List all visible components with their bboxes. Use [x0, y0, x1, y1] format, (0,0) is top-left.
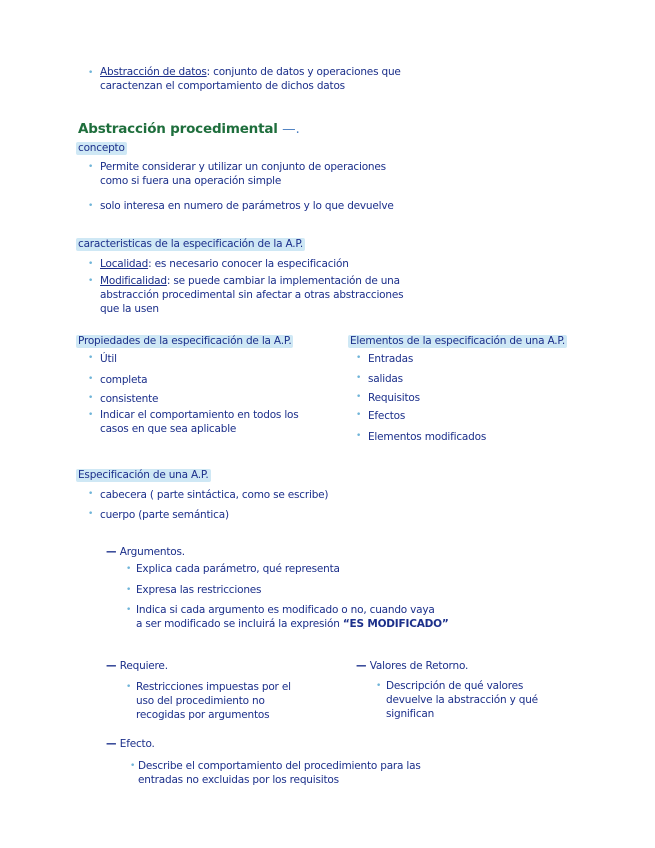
bullet-icon: •: [88, 353, 94, 363]
bullet-icon: •: [88, 68, 94, 78]
bullet-icon: •: [88, 489, 94, 499]
section-title-suffix: —.: [282, 121, 300, 137]
caracteristicas-bullet-1: [100, 258, 349, 271]
localidad-text: : es necesario conocer la especificación: [148, 258, 349, 270]
elemento-item: salidas: [368, 373, 403, 385]
propiedades-heading: Propiedades de la especificación de la A.P.: [78, 335, 292, 347]
especificacion-heading: Especificación de una A.P.: [78, 469, 209, 481]
requiere-line-3: recogidas por argumentos: [136, 709, 270, 721]
concepto-bullet-1-line-1: Permite considerar y utilizar un conjunto de operaciones: [100, 161, 386, 173]
bullet-icon: •: [356, 410, 362, 420]
bullet-icon: •: [126, 682, 132, 692]
bullet-icon: •: [126, 605, 132, 615]
bullet-icon: •: [88, 276, 94, 286]
caracteristicas-bullet-2-line-2: abstracción procedimental sin afectar a otras abstracciones: [100, 289, 404, 301]
modificalidad-text: : se puede cambiar la implementación de una: [166, 275, 400, 287]
elemento-item: Elementos modificados: [368, 431, 487, 443]
bullet-icon: •: [356, 431, 362, 441]
bullet-icon: •: [88, 410, 94, 420]
bullet-icon: •: [376, 681, 382, 691]
concepto-heading: concepto: [78, 142, 125, 154]
intro-line-2: caractenzan el comportamiento de dichos datos: [100, 80, 345, 92]
bullet-icon: •: [88, 259, 94, 269]
bullet-icon: •: [356, 353, 362, 363]
modificalidad-term: Modificalidad: [100, 275, 167, 287]
concepto-bullet-1-line-2: como si fuera una operación simple: [100, 175, 282, 187]
especificacion-bullet-2: cuerpo (parte semántica): [100, 509, 229, 521]
argumentos-bullet-1: Explica cada parámetro, qué representa: [136, 563, 340, 575]
efecto-line-1: Describe el comportamiento del procedimiento para las: [138, 760, 421, 772]
intro-text: : conjunto de datos y operaciones que: [206, 66, 401, 78]
valores-label: — Valores de Retorno.: [356, 660, 469, 672]
caracteristicas-bullet-2: [100, 275, 400, 288]
efecto-label: — Efecto.: [106, 738, 155, 750]
argumentos-bullet-3-line-1: Indica si cada argumento es modificado o no, cuando vaya: [136, 604, 435, 616]
elementos-heading: Elementos de la especificación de una A.P.: [350, 335, 566, 347]
propiedad-item: completa: [100, 374, 148, 386]
bullet-icon: •: [88, 162, 94, 172]
bullet-icon: •: [130, 761, 136, 771]
valores-line-3: significan: [386, 708, 435, 720]
propiedad-item-4-line-1: Indicar el comportamiento en todos los: [100, 409, 299, 421]
elemento-item: Efectos: [368, 410, 406, 422]
propiedad-item: consistente: [100, 393, 159, 405]
efecto-line-2: entradas no excluidas por los requisitos: [138, 774, 339, 786]
bullet-icon: •: [88, 201, 94, 211]
bullet-icon: •: [356, 392, 362, 402]
valores-label-text: Valores de Retorno.: [369, 660, 469, 672]
bullet-icon: •: [356, 373, 362, 383]
caracteristicas-bullet-2-line-3: que la usen: [100, 303, 159, 315]
elemento-item: Entradas: [368, 353, 414, 365]
requiere-label: — Requiere.: [106, 660, 168, 672]
bullet-icon: •: [88, 374, 94, 384]
argumentos-bullet-2: Expresa las restricciones: [136, 584, 262, 596]
efecto-label-text: Efecto.: [119, 738, 155, 750]
argumentos-label-text: Argumentos.: [119, 546, 185, 558]
valores-line-1: Descripción de qué valores: [386, 680, 524, 692]
localidad-term: Localidad: [100, 258, 149, 270]
bullet-icon: •: [88, 509, 94, 519]
requiere-line-2: uso del procedimiento no: [136, 695, 265, 707]
concepto-bullet-2: solo interesa en numero de parámetros y lo que devuelve: [100, 200, 394, 212]
es-modificado-quote: “ES MODIFICADO”: [342, 618, 449, 630]
valores-line-2: devuelve la abstracción y qué: [386, 694, 538, 706]
argumentos-bullet-3-text: a ser modificado se incluirá la expresión: [136, 618, 340, 630]
intro-term: Abstracción de datos: [100, 66, 207, 78]
especificacion-bullet-1: cabecera ( parte sintáctica, como se escribe): [100, 489, 329, 501]
section-title: [78, 121, 300, 137]
requiere-line-1: Restricciones impuestas por el: [136, 681, 291, 693]
propiedad-item: Útil: [100, 353, 117, 365]
argumentos-bullet-3-line-2: [136, 618, 449, 631]
requiere-label-text: Requiere.: [119, 660, 168, 672]
bullet-icon: •: [126, 564, 132, 574]
bullet-icon: •: [126, 585, 132, 595]
elemento-item: Requisitos: [368, 392, 420, 404]
argumentos-label: — Argumentos.: [106, 546, 185, 558]
bullet-icon: •: [88, 393, 94, 403]
intro-line: [100, 66, 401, 79]
section-title-text: Abstracción procedimental: [78, 121, 278, 137]
propiedad-item-4-line-2: casos en que sea aplicable: [100, 423, 237, 435]
caracteristicas-heading: caracteristicas de la especificación de la A.P.: [78, 238, 304, 250]
